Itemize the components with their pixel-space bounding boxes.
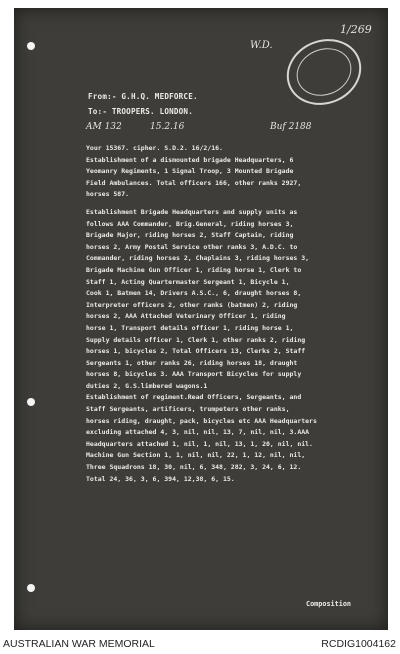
body-line: horse 1, Transport details officer 1, riding horse 1, [86,323,294,332]
archive-reference: 1/269 [340,23,372,36]
body-line: horses 2, Army Postal Service other ranks 3, A.D.C. to [86,242,298,251]
body-line: Machine Gun Section 1, 1, nil, nil, 22, 1, 12, nil, nil, [86,451,306,460]
punch-hole [27,398,35,406]
body-line: Staff Sergeants, artificers, trumpeters other ranks, [86,405,290,414]
body-line: Sergeants 1, other ranks 26, riding horses 18, draught [86,358,298,367]
body-line: horses 1, bicycles 2, Total Officers 13, Clerks 2, Staff [86,347,306,356]
body-line: horses riding, draught, pack, bicycles etc AAA Headquarters [86,416,317,425]
punch-hole [27,42,35,50]
body-line: Yeomanry Regiments, 1 Signal Troop, 3 Mounted Brigade [86,167,294,176]
body-line: horses 8, bicycles 3. AAA Transport Bicycles for supply [86,370,302,379]
body-line: Staff 1, Acting Quartermaster Sergeant 1, Bicycle 1, [86,277,290,286]
record-id: RCDIG1004162 [321,638,396,650]
body-line: Three Squadrons 18, 30, nil, 6, 348, 282, 3, 24, 6, 12. [86,463,302,472]
body-line: Establishment Brigade Headquarters and supply units as [86,207,298,216]
body-line: Establishment of a dismounted brigade Headquarters, 6 [86,155,294,164]
body-line: Commander, riding horses 2, Chaplains 3, riding horses 3, [86,254,310,263]
from-line: From:- G.H.Q. MEDFORCE. [88,92,198,101]
body-line: duties 2, G.S.limbered wagons.1 [86,381,208,390]
handwritten-date: 15.2.16 [150,122,185,132]
body-line: Total 24, 36, 3, 6, 394, 12,38, 6, 15. [86,474,235,483]
continuation-word: Composition [306,600,352,608]
body-line: Cook 1, Batmen 14, Drivers A.S.C., 6, draught horses 8, [86,289,302,298]
body-line: excluding attached 4, 3, nil, nil, 13, 7, nil, nil, 3.AAA [86,428,310,437]
to-line: To:- TROOPERS. LONDON. [88,107,193,116]
body-line: Headquarters attached 1, nil, 1, nil, 13, 1, 20, nil, nil. [86,439,313,448]
body-line: Brigade Machine Gun Officer 1, riding horse 1, Clerk to [86,265,302,274]
handwritten-note: Buf 2188 [270,122,312,132]
punch-hole [27,584,35,592]
body-line: horses 587. [86,190,130,199]
handwritten-ref: AM 132 [86,122,122,132]
body-line: Brigade Major, riding horses 2, Staff Captain, riding [86,231,294,240]
body-line: Establishment of regiment.Read Officers, Sergeants, and [86,393,302,402]
telegram-body [86,143,376,485]
archive-name: AUSTRALIAN WAR MEMORIAL [3,638,155,650]
body-line: Interpreter officers 2, other ranks (batmen) 2, riding [86,300,298,309]
body-line: Field Ambulances. Total officers 166, other ranks 2927, [86,178,302,187]
body-line: horses 2, AAA Attached Veterinary Officer 1, riding [86,312,286,321]
handwritten-initials: W.D. [250,40,273,51]
caption-bar [0,636,400,654]
body-line: follows AAA Commander, Brig.General, riding horses 3, [86,219,294,228]
body-line: Your 15367. cipher. S.D.2. 16/2/16. [86,144,223,152]
body-line: Supply details officer 1, Clerk 1, other ranks 2, riding [86,335,306,344]
